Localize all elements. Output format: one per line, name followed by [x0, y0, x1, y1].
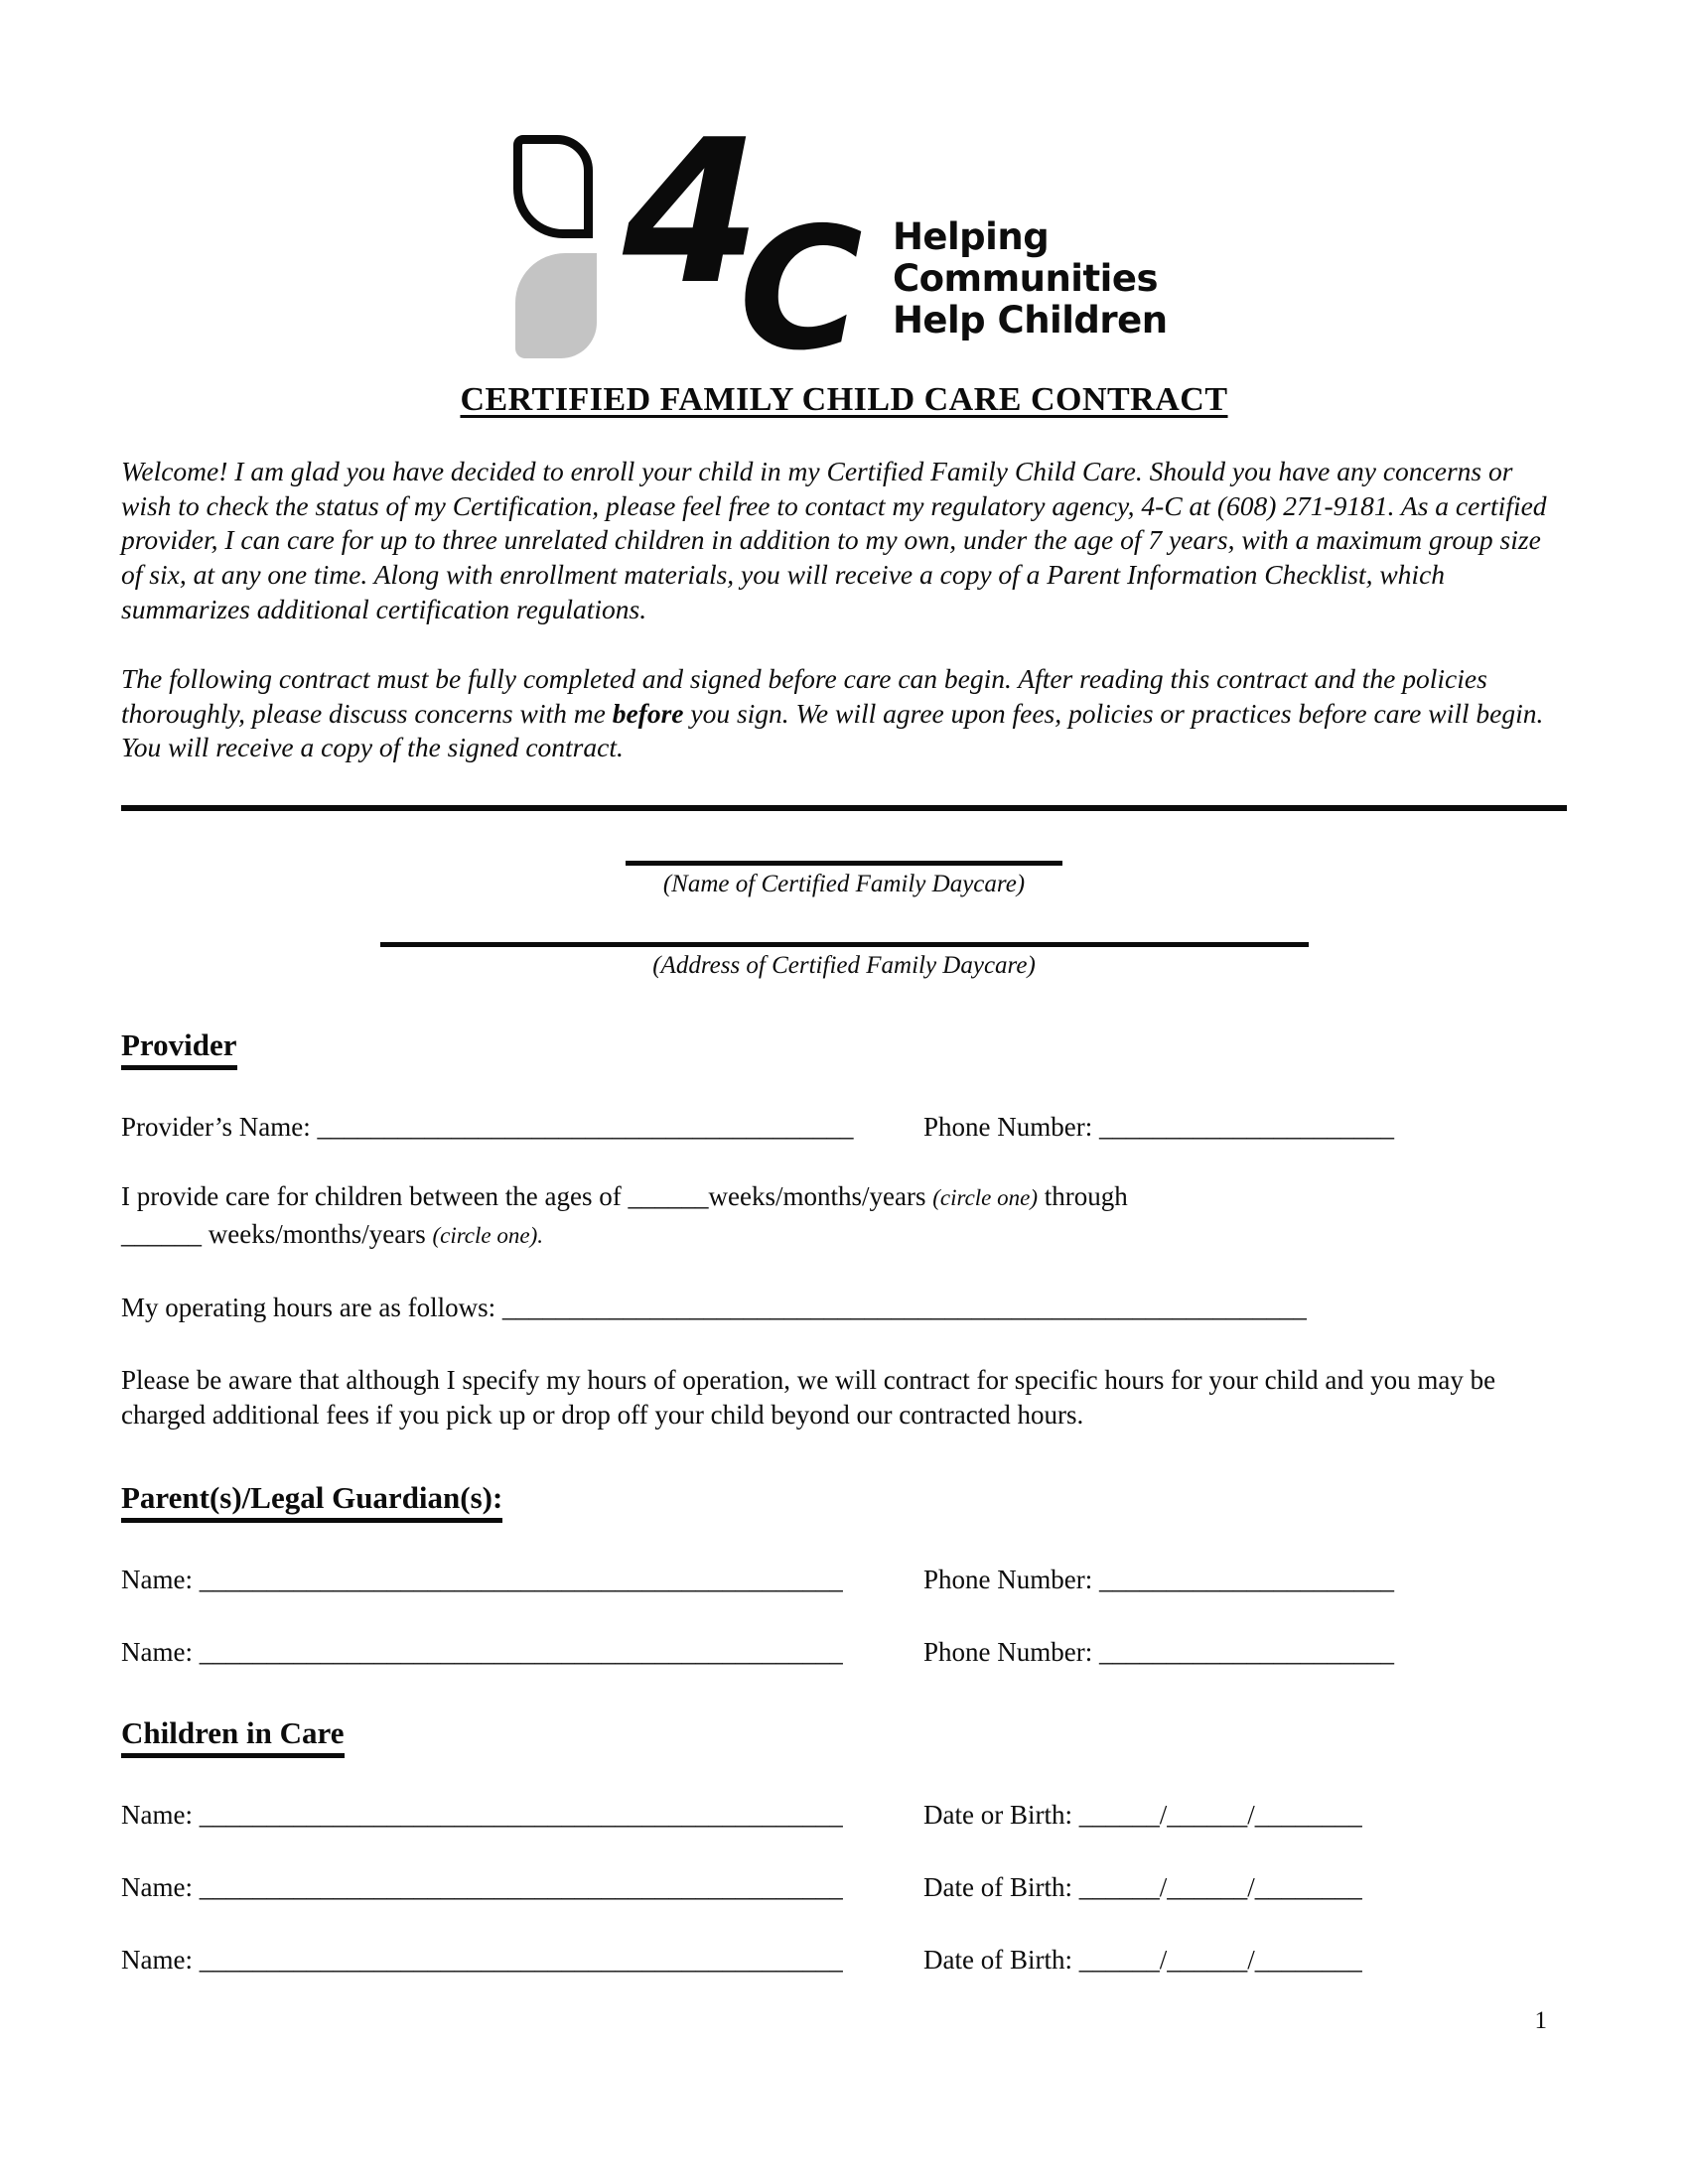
child-name-label: Name: — [121, 1871, 193, 1902]
daycare-address-line — [380, 942, 1309, 947]
4c-logo — [513, 97, 1567, 388]
child-name-label: Name: — [121, 1944, 193, 1975]
logo-gray-leaf-icon — [515, 253, 597, 358]
ages-unit-1: weeks/months/years — [708, 1181, 926, 1212]
parent-row-2 — [121, 1637, 1567, 1668]
logo-marks — [513, 135, 597, 358]
child-dob-label: Date of Birth: — [923, 1944, 1072, 1975]
child-dob-field — [923, 1800, 1567, 1831]
daycare-name-block — [121, 861, 1567, 898]
logo-tagline — [893, 216, 1168, 341]
provider-section-heading: Provider — [121, 1027, 1567, 1070]
child-dob-field — [923, 1945, 1567, 1976]
logo-4c-monogram — [623, 97, 863, 388]
parent-name-field — [121, 1565, 923, 1595]
child-dob-blank: ______/______/________ — [1078, 1944, 1362, 1975]
child-name-field — [121, 1800, 923, 1831]
child-dob-label: Date of Birth: — [923, 1871, 1072, 1902]
parent-phone-blank: ______________________ — [1098, 1564, 1394, 1594]
parent-phone-label: Phone Number: — [923, 1564, 1093, 1594]
section-divider — [121, 805, 1567, 811]
circle-one-note-1: (circle one) — [932, 1185, 1038, 1211]
child-name-blank: ________________________________________________ — [199, 1871, 843, 1902]
child-name-field — [121, 1872, 923, 1903]
child-dob-label: Date or Birth: — [923, 1799, 1072, 1830]
provider-name-label: Provider’s Name: — [121, 1112, 311, 1143]
ages-unit-2: weeks/months/years — [202, 1218, 433, 1249]
parent-phone-field — [923, 1637, 1567, 1668]
instructions-text-end: you sign. We will agree upon fees, policies or practices before care will begin. You will receive a copy of the signed contract. — [121, 697, 1544, 763]
ages-of-care-paragraph — [121, 1178, 1567, 1254]
child-name-field — [121, 1945, 923, 1976]
child-name-label: Name: — [121, 1799, 193, 1830]
child-row-2 — [121, 1872, 1567, 1903]
instructions-text-start: The following contract must be fully completed and signed before care can begin. After reading this contract and the policies thoroughly, please discuss concerns with me — [121, 663, 1487, 729]
logo-outline-leaf-icon — [513, 135, 593, 238]
daycare-address-caption: (Address of Certified Family Daycare) — [652, 952, 1036, 980]
parent-name-blank: ________________________________________________ — [199, 1564, 843, 1594]
child-row-3 — [121, 1945, 1567, 1976]
page-number: 1 — [1534, 2007, 1547, 2034]
ages-through: through — [1038, 1181, 1128, 1212]
tagline-line-3: Help Children — [892, 298, 1168, 341]
parent-row-1 — [121, 1565, 1567, 1595]
provider-name-blank: ________________________________________ — [317, 1112, 854, 1143]
tagline-line-2: Communities — [892, 256, 1158, 300]
child-name-blank: ________________________________________________ — [199, 1799, 843, 1830]
child-name-blank: ________________________________________________ — [199, 1944, 843, 1975]
child-dob-field — [923, 1872, 1567, 1903]
daycare-name-line — [626, 861, 1062, 866]
provider-phone-label: Phone Number: — [923, 1112, 1093, 1143]
ages-to-blank: ______ — [121, 1218, 202, 1249]
document-title: CERTIFIED FAMILY CHILD CARE CONTRACT — [460, 381, 1228, 418]
logo-digit-4: 4 — [623, 97, 762, 329]
child-dob-blank: ______/______/________ — [1078, 1799, 1362, 1830]
parent-phone-label: Phone Number: — [923, 1636, 1093, 1667]
daycare-name-caption: (Name of Certified Family Daycare) — [662, 871, 1026, 898]
child-dob-blank: ______/______/________ — [1078, 1871, 1362, 1902]
contracted-hours-notice: Please be aware that although I specify my hours of operation, we will contract for specific hours for your child and you may be charged additional fees if you pick up or drop off your child beyond our contracted hours. — [121, 1364, 1496, 1430]
welcome-paragraph: Welcome! I am glad you have decided to enroll your child in my Certified Family Child Care. Should you have any concerns or wish to check the status of my Certification, please feel free to contact my regulatory agency, 4-C at (608) 271-9181. As a certified provider, I can care for up to three unrelated children in addition to my own, under the age of 7 years, with a maximum group size of six, at any one time. Along with enrollment materials, you will receive a copy of a Parent Information Checklist, which summarizes additional certification regulations. — [121, 456, 1547, 624]
child-row-1 — [121, 1800, 1567, 1831]
daycare-address-block — [121, 942, 1567, 980]
parent-name-label: Name: — [121, 1564, 193, 1594]
circle-one-note-2: (circle one). — [432, 1222, 543, 1248]
provider-phone-field — [923, 1112, 1567, 1143]
tagline-line-1: Helping — [892, 215, 1050, 258]
ages-from-blank: ______ — [628, 1181, 709, 1212]
children-section-heading: Children in Care — [121, 1715, 1567, 1758]
parent-name-field — [121, 1637, 923, 1668]
operating-hours-label: My operating hours are as follows: — [121, 1292, 502, 1322]
operating-hours-row — [121, 1290, 1567, 1327]
provider-name-field — [121, 1112, 923, 1143]
provider-name-phone-row — [121, 1112, 1567, 1143]
parent-phone-field — [923, 1565, 1567, 1595]
provider-phone-blank: ______________________ — [1098, 1112, 1394, 1143]
parents-section-heading: Parent(s)/Legal Guardian(s): — [121, 1480, 1567, 1523]
parent-phone-blank: ______________________ — [1098, 1636, 1394, 1667]
logo-letter-c: C — [739, 192, 863, 388]
parent-name-blank: ________________________________________________ — [199, 1636, 843, 1667]
ages-text: I provide care for children between the ages of — [121, 1181, 629, 1212]
operating-hours-blank: ____________________________________________________________ — [501, 1292, 1307, 1322]
parent-name-label: Name: — [121, 1636, 193, 1667]
instructions-bold-before: before — [612, 697, 684, 729]
contract-instructions-paragraph — [121, 662, 1567, 765]
